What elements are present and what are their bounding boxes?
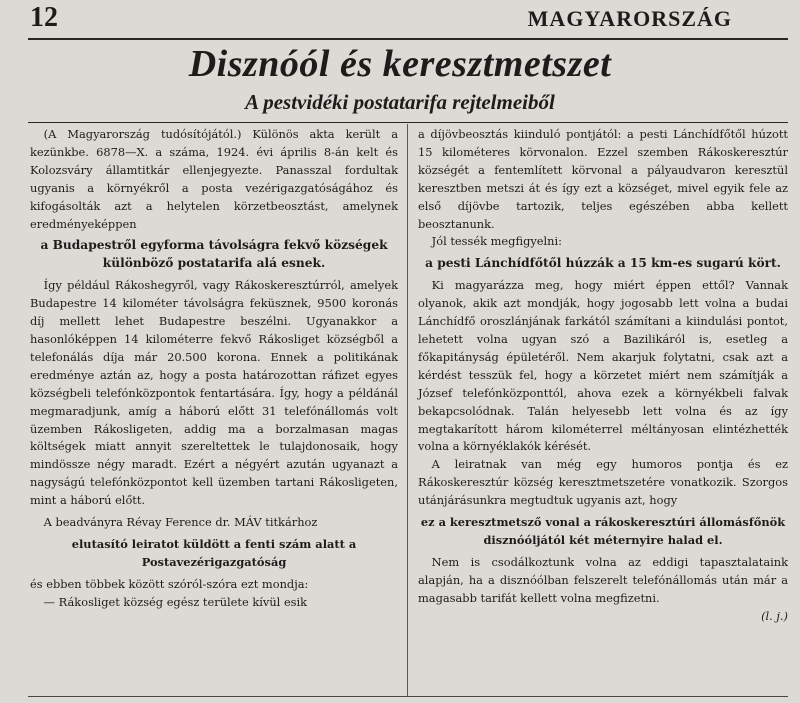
right-column bbox=[418, 126, 788, 625]
paragraph: Ki magyarázza meg, hogy miért éppen ettől? Vannak olyanok, akik azt mondják, hogy jogosabb lett volna a budai Lánchídfő oroszlánjának farkától számítani a kiindulási pontot, lehetett volna ugyan szó a Bazilikáról is, esetleg a főkapitányság épületéről. Nem akarjuk folytatni, csak azt a kérdést tesszük fel, hogy a körzetet miért nem számítják a József telefónközponttól, ahova ezek a környékbeli falvak bekapcsolódnak. Talán helyesebb lett volna és az így megtakarított három kilométerrel méltányosan elintézhették volna a környéklakók kérését. bbox=[418, 278, 788, 454]
article-subtitle: A pestvidéki postatarifa rejtelmeiből bbox=[245, 90, 555, 114]
footer-rule bbox=[28, 696, 788, 697]
paragraph: A beadványra Révay Ference dr. MÁV titkárhoz bbox=[43, 515, 318, 530]
page-number: 12 bbox=[30, 2, 58, 33]
signature: (l. j.) bbox=[761, 608, 788, 623]
paragraph: (A Magyarország tudósítójától.) Különös akta került a kezünkbe. 6878—X. a száma, 1924. évi április 8-án kelt és Kolozsváry államtitkár ellenjegyezte. Panasszal fordultak ugyanis a környékről a posta vezérigazgatóságához és kifogásolták azt a helytelen körzetbeosztást, amelynek eredményeképpen bbox=[30, 127, 398, 231]
left-column bbox=[30, 126, 398, 612]
subtitle-rule bbox=[28, 122, 788, 123]
paragraph: Nem is csodálkoztunk volna az eddigi tapasztalataink alapján, ha a disznóólban felszerelt telefónállomás után már a magasabb tarifát kellett volna megfizetni. bbox=[418, 554, 788, 605]
paragraph: és ebben többek között szóról-szóra ezt mondja: bbox=[30, 576, 309, 591]
paragraph: A leiratnak van még egy humoros pontja és ez Rákoskeresztúr község keresztmetszetére vonatkozik. Szorgos utánjárásunkra megtudtuk ugyanis azt, hogy bbox=[418, 457, 788, 508]
highlight-line: elutasító leiratot küldött a fenti szám alatt a Postavezérigazgatóság bbox=[71, 536, 357, 569]
column-divider bbox=[407, 124, 408, 696]
highlight-line: a Budapestről egyforma távolságra fekvő községek különböző postatarifa alá esnek. bbox=[40, 238, 388, 271]
masthead: MAGYARORSZÁG bbox=[527, 6, 732, 31]
paragraph: — Rákosliget község egész területe kívül esik bbox=[43, 594, 308, 609]
highlight-line: ez a keresztmetsző vonal a rákoskeresztúri állomásfőnök disznóóljától két méternyire halad el. bbox=[420, 515, 786, 547]
paragraph: Így például Rákoshegyről, vagy Rákoskeresztúrról, amelyek Budapestre 14 kilométer távolságra feküsznek, 9500 koronás díj mellett lehet Budapestre beszélni. Ugyanakkor a hasonlóképpen 14 kilométerre fekvő Rákosliget községből a telefonálás díja már 20.500 korona. Ennek a politikának eredménye aztán az, hogy a posta határozottan ráfizet egyes községbeli telefónközpontok fentartására. Így, hogy a példánál megmaradjunk, amíg a háború előtt 31 telefónállomás volt üzemben Rákosligeten, addig ma a borzalmasan magas költségek miatt annyit szereltettek le tulajdonosaik, hogy mindössze négy maradt. Ezért a négyért azután ugyanazt a nagyságú telefónközpontot kell üzemben tartani Rákosligeten, mint a háború előtt. bbox=[30, 278, 398, 508]
article-title: Disznóól és keresztmetszet bbox=[188, 43, 612, 85]
paragraph: Jól tessék megfigyelni: bbox=[431, 234, 562, 249]
header-rule bbox=[28, 38, 788, 40]
paragraph: a díjövbeosztás kiinduló pontjától: a pesti Lánchídfőtől húzott 15 kilométeres körvonalon. Ezzel szemben Rákoskeresztúr községét a fentemlített körvonal a pályaudvaron keresztül keresztben metszi át és így ezt a községet, mivel egyik fele az első díjövbe tartozik, teljes egészében abba kellett beosztanunk. bbox=[418, 127, 788, 231]
highlight-line: a pesti Lánchídfőtől húzzák a 15 km-es sugarú kört. bbox=[425, 256, 781, 271]
